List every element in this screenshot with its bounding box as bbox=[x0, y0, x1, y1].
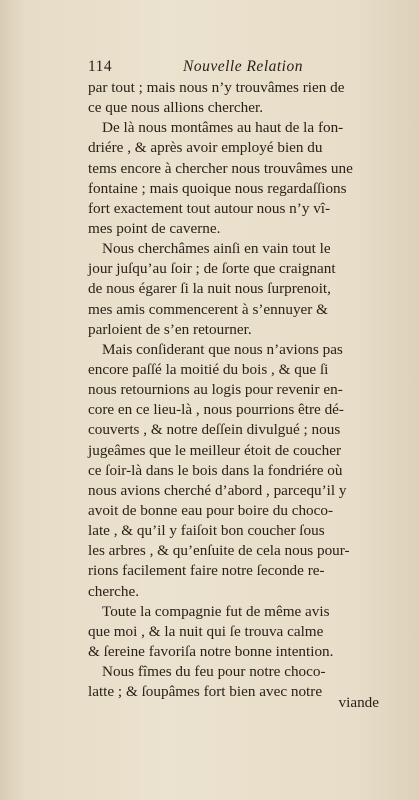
text-line: mes point de caverne. bbox=[88, 219, 221, 237]
text-line: core en ce lieu-là , nous pourrions être dé- bbox=[88, 401, 344, 419]
running-title: Nouvelle Relation bbox=[183, 58, 303, 75]
text-line: jugeâmes que le meilleur étoit de coucher bbox=[88, 441, 342, 459]
text-line: cherche. bbox=[88, 582, 140, 600]
catchword: viande bbox=[338, 694, 379, 711]
text-line: fort exactement tout autour nous n’y vî- bbox=[88, 199, 331, 217]
page-number: 114 bbox=[88, 58, 113, 75]
text-line: Nous cherchâmes ainſi en vain tout le bbox=[102, 240, 331, 258]
text-line: les arbres , & qu’enſuite de cela nous pour- bbox=[88, 542, 350, 560]
text-line: De là nous montâmes au haut de la fon- bbox=[102, 119, 344, 137]
text-line: parloient de s’en retourner. bbox=[88, 320, 252, 338]
text-line: fontaine ; mais quoique nous regardaſſions bbox=[88, 179, 347, 197]
text-line: par tout ; mais nous n’y trouvâmes rien de bbox=[88, 79, 345, 96]
body-text bbox=[88, 78, 380, 702]
text-line: nous avions cherché d’abord , parcequ’il y bbox=[88, 481, 347, 499]
text-line: late , & qu’il y faiſoit bon coucher ſous bbox=[88, 522, 325, 540]
text-line: Mais conſiderant que nous n’avions pas bbox=[102, 340, 343, 358]
text-line: ce ſoir-là dans le bois dans la fondriére où bbox=[88, 461, 343, 479]
text-line: avoit de bonne eau pour boire du choco- bbox=[88, 501, 334, 519]
text-line: Nous fîmes du feu pour notre choco- bbox=[102, 663, 326, 681]
text-line: mes amis commencerent à s’ennuyer & bbox=[88, 300, 328, 318]
text-line: nous retournions au logis pour revenir en- bbox=[88, 381, 343, 399]
text-line: latte ; & ſoupâmes fort bien avec notre bbox=[88, 683, 323, 701]
text-line: encore paſſé la moitié du bois , & que ſi bbox=[88, 360, 329, 378]
text-line: Toute la compagnie fut de même avis bbox=[102, 602, 330, 620]
text-line: tems encore à chercher nous trouvâmes une bbox=[88, 159, 353, 177]
text-line: driére , & après avoir employé bien du bbox=[88, 139, 323, 157]
text-line: de nous égarer ſi la nuit nous ſurprenoit, bbox=[88, 280, 331, 298]
text-line: & ſereine favoriſa notre bonne intention. bbox=[88, 642, 334, 660]
text-line: rions facilement faire notre ſeconde re- bbox=[88, 562, 325, 580]
text-line: couverts , & notre deſſein divulgué ; nous bbox=[88, 421, 341, 439]
text-line: jour juſqu’au ſoir ; de ſorte que craignant bbox=[88, 260, 336, 278]
text-line: ce que nous allions chercher. bbox=[88, 99, 264, 117]
text-line: que moi , & la nuit qui ſe trouva calme bbox=[88, 622, 324, 640]
